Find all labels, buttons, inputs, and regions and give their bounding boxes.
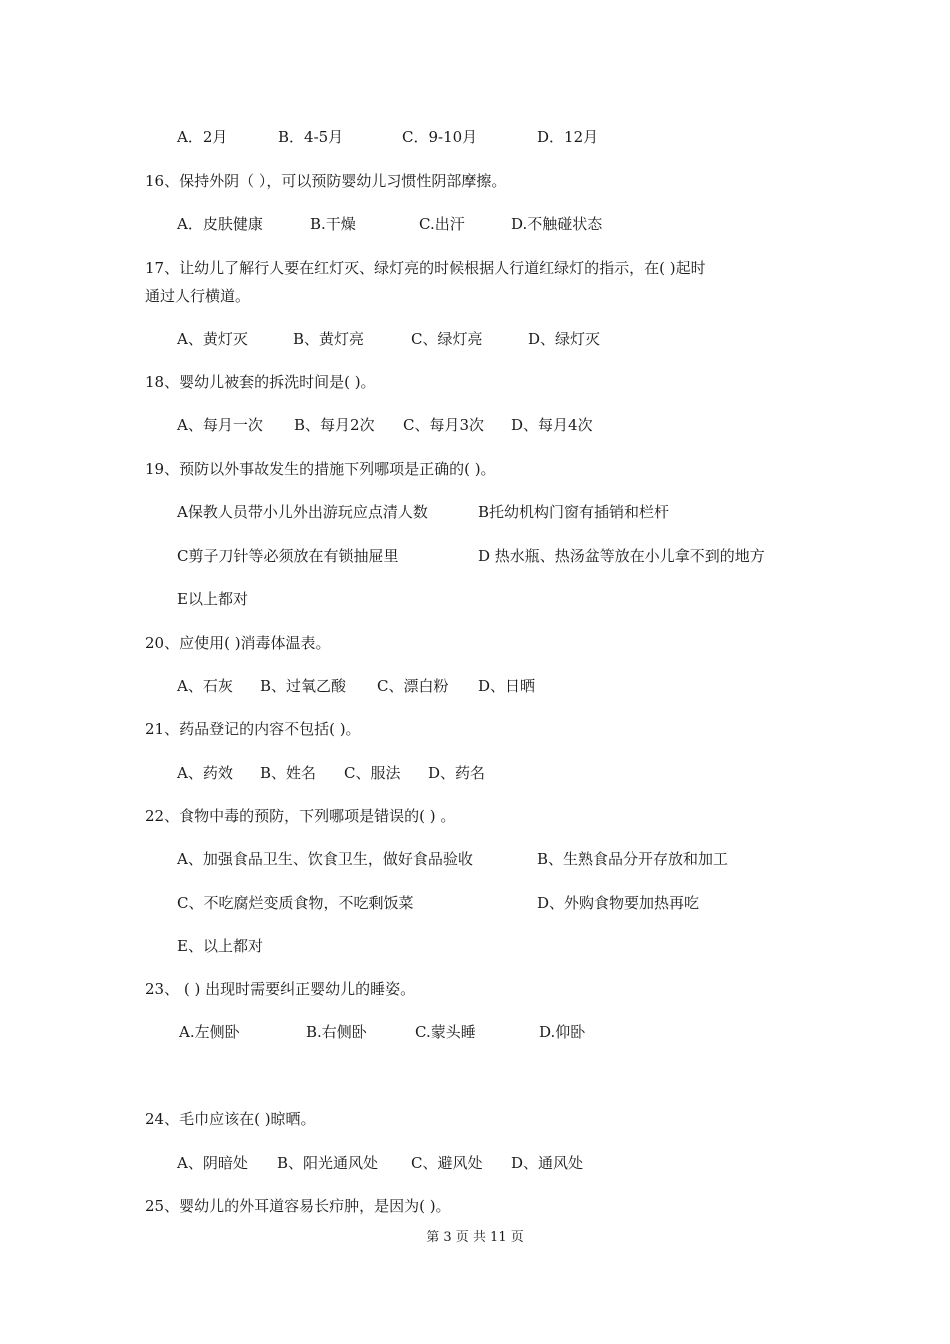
option-b: B、每月2次 <box>294 416 375 434</box>
option-a: A、每月一次 <box>177 416 263 434</box>
question-17-stem-line1: 17、让幼儿了解行人要在红灯灭、绿灯亮的时候根据人行道红绿灯的指示，在( )起时 <box>145 259 706 277</box>
option-b: B、姓名 <box>260 764 317 782</box>
question-24-stem: 24、毛巾应该在( )晾晒。 <box>145 1110 316 1128</box>
question-22-option-e: E、以上都对 <box>177 937 263 955</box>
option-d: D 热水瓶、热汤盆等放在小儿拿不到的地方 <box>478 547 765 565</box>
option-c: C．9-10月 <box>402 128 478 146</box>
option-c: C.出汗 <box>419 215 465 233</box>
option-c: C剪子刀针等必须放在有锁抽屉里 <box>177 547 399 565</box>
option-d: D、绿灯灭 <box>528 330 601 348</box>
option-a: A、加强食品卫生、饮食卫生，做好食品验收 <box>177 850 473 868</box>
question-19-stem: 19、预防以外事故发生的措施下列哪项是正确的( )。 <box>145 460 496 478</box>
option-d: D.不触碰状态 <box>511 215 603 233</box>
option-d: D．12月 <box>537 128 599 146</box>
option-a: A．2月 <box>177 128 228 146</box>
option-a: A、石灰 <box>177 677 233 695</box>
option-b: B托幼机构门窗有插销和栏杆 <box>478 503 670 521</box>
option-a: A保教人员带小儿外出游玩应点清人数 <box>177 503 428 521</box>
option-b: B.右侧卧 <box>306 1023 367 1041</box>
option-d: D.仰卧 <box>539 1023 586 1041</box>
option-d: D、每月4次 <box>511 416 593 434</box>
option-b: B、生熟食品分开存放和加工 <box>537 850 729 868</box>
question-19-option-e: E以上都对 <box>177 590 248 608</box>
question-20-stem: 20、应使用( )消毒体温表。 <box>145 634 331 652</box>
option-c: C、每月3次 <box>403 416 485 434</box>
option-c: C、服法 <box>344 764 401 782</box>
option-a: A、药效 <box>177 764 233 782</box>
option-a: A.左侧卧 <box>179 1023 240 1041</box>
question-23-stem: 23、 ( ) 出现时需要纠正婴幼儿的睡姿。 <box>145 980 416 998</box>
option-c: C、避风处 <box>411 1154 483 1172</box>
option-a: A、阴暗处 <box>177 1154 248 1172</box>
option-c: C、绿灯亮 <box>411 330 483 348</box>
question-18-stem: 18、婴幼儿被套的拆洗时间是( )。 <box>145 373 376 391</box>
option-a: A．皮肤健康 <box>177 215 263 233</box>
question-17-stem-line2: 通过人行横道。 <box>145 287 251 305</box>
option-d: D、药名 <box>428 764 486 782</box>
option-b: B、阳光通风处 <box>277 1154 379 1172</box>
question-22-stem: 22、食物中毒的预防，下列哪项是错误的( ) 。 <box>145 807 456 825</box>
option-a: A、黄灯灭 <box>177 330 248 348</box>
question-16-stem: 16、保持外阴（ ），可以预防婴幼儿习惯性阴部摩擦。 <box>145 172 507 190</box>
option-d: D、日晒 <box>478 677 536 695</box>
option-b: B．4-5月 <box>278 128 344 146</box>
option-d: D、通风处 <box>511 1154 584 1172</box>
option-c: C.蒙头睡 <box>415 1023 476 1041</box>
option-b: B、过氧乙酸 <box>260 677 347 695</box>
question-25-stem: 25、婴幼儿的外耳道容易长疖肿，是因为( )。 <box>145 1197 451 1215</box>
option-b: B、黄灯亮 <box>293 330 365 348</box>
option-c: C、不吃腐烂变质食物，不吃剩饭菜 <box>177 894 414 912</box>
option-c: C、漂白粉 <box>377 677 449 695</box>
option-d: D、外购食物要加热再吃 <box>537 894 700 912</box>
page-footer: 第 3 页 共 11 页 <box>426 1230 524 1245</box>
option-b: B.干燥 <box>310 215 356 233</box>
question-21-stem: 21、药品登记的内容不包括( )。 <box>145 720 361 738</box>
